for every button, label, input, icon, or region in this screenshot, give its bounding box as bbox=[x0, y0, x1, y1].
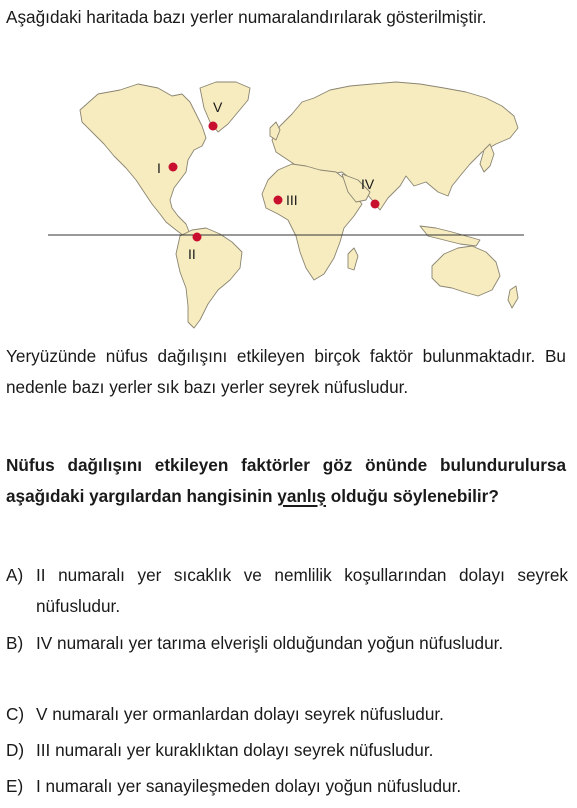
marker-i-dot bbox=[169, 163, 178, 172]
option-d[interactable] bbox=[6, 735, 568, 766]
north-america-landmass bbox=[80, 84, 206, 236]
option-c[interactable] bbox=[6, 699, 568, 730]
marker-v-label: V bbox=[213, 99, 223, 115]
question-underlined-word: yanlış bbox=[277, 486, 326, 506]
marker-ii-dot bbox=[193, 233, 202, 242]
option-b[interactable] bbox=[6, 628, 568, 659]
option-a[interactable] bbox=[6, 560, 568, 622]
option-b-text: IV numaralı yer tarıma elverişli olduğundan yoğun nüfusludur. bbox=[36, 633, 504, 653]
context-paragraph: Yeryüzünde nüfus dağılışını etkileyen birçok faktör bulunmaktadır. Bu nedenle bazı yerler sık bazı yerler seyrek nüfusludur. bbox=[6, 346, 566, 397]
marker-v-dot bbox=[209, 122, 218, 131]
option-c-text: V numaralı yer ormanlardan dolayı seyrek nüfusludur. bbox=[36, 704, 444, 724]
marker-ii-label: II bbox=[188, 246, 196, 262]
south-america-landmass bbox=[176, 228, 242, 328]
option-e-letter: E) bbox=[6, 776, 24, 796]
world-map bbox=[40, 76, 530, 332]
option-b-letter: B) bbox=[6, 633, 24, 653]
question-text bbox=[6, 450, 566, 512]
marker-iii-label: III bbox=[286, 192, 298, 208]
madagascar-landmass bbox=[348, 248, 358, 270]
question-after: olduğu söylenebilir? bbox=[326, 486, 499, 506]
marker-iii-dot bbox=[274, 196, 283, 205]
new-zealand-landmass bbox=[508, 286, 518, 308]
option-d-text: III numaralı yer kuraklıktan dolayı seyrek nüfusludur. bbox=[36, 740, 434, 760]
option-d-letter: D) bbox=[6, 740, 25, 760]
marker-iv-dot bbox=[371, 200, 380, 209]
marker-iv-label: IV bbox=[361, 176, 375, 192]
australia-landmass bbox=[432, 246, 500, 296]
question-before: Nüfus dağılışını etkileyen faktörler göz önünde bulundurulursa aşağıdaki yargılardan hangisinin bbox=[6, 455, 566, 506]
intro-text: Aşağıdaki haritada bazı yerler numaralandırılarak gösterilmiştir. bbox=[6, 7, 487, 27]
greenland-landmass bbox=[200, 82, 250, 132]
option-e-text: I numaralı yer sanayileşmeden dolayı yoğun nüfusludur. bbox=[36, 776, 462, 796]
option-c-letter: C) bbox=[6, 704, 25, 724]
option-a-letter: A) bbox=[6, 565, 24, 585]
option-e[interactable] bbox=[6, 771, 568, 802]
marker-i-label: I bbox=[157, 160, 161, 176]
option-a-text: II numaralı yer sıcaklık ve nemlilik koşullarından dolayı seyrek nüfusludur. bbox=[36, 565, 568, 616]
indonesia-landmass bbox=[420, 226, 480, 246]
